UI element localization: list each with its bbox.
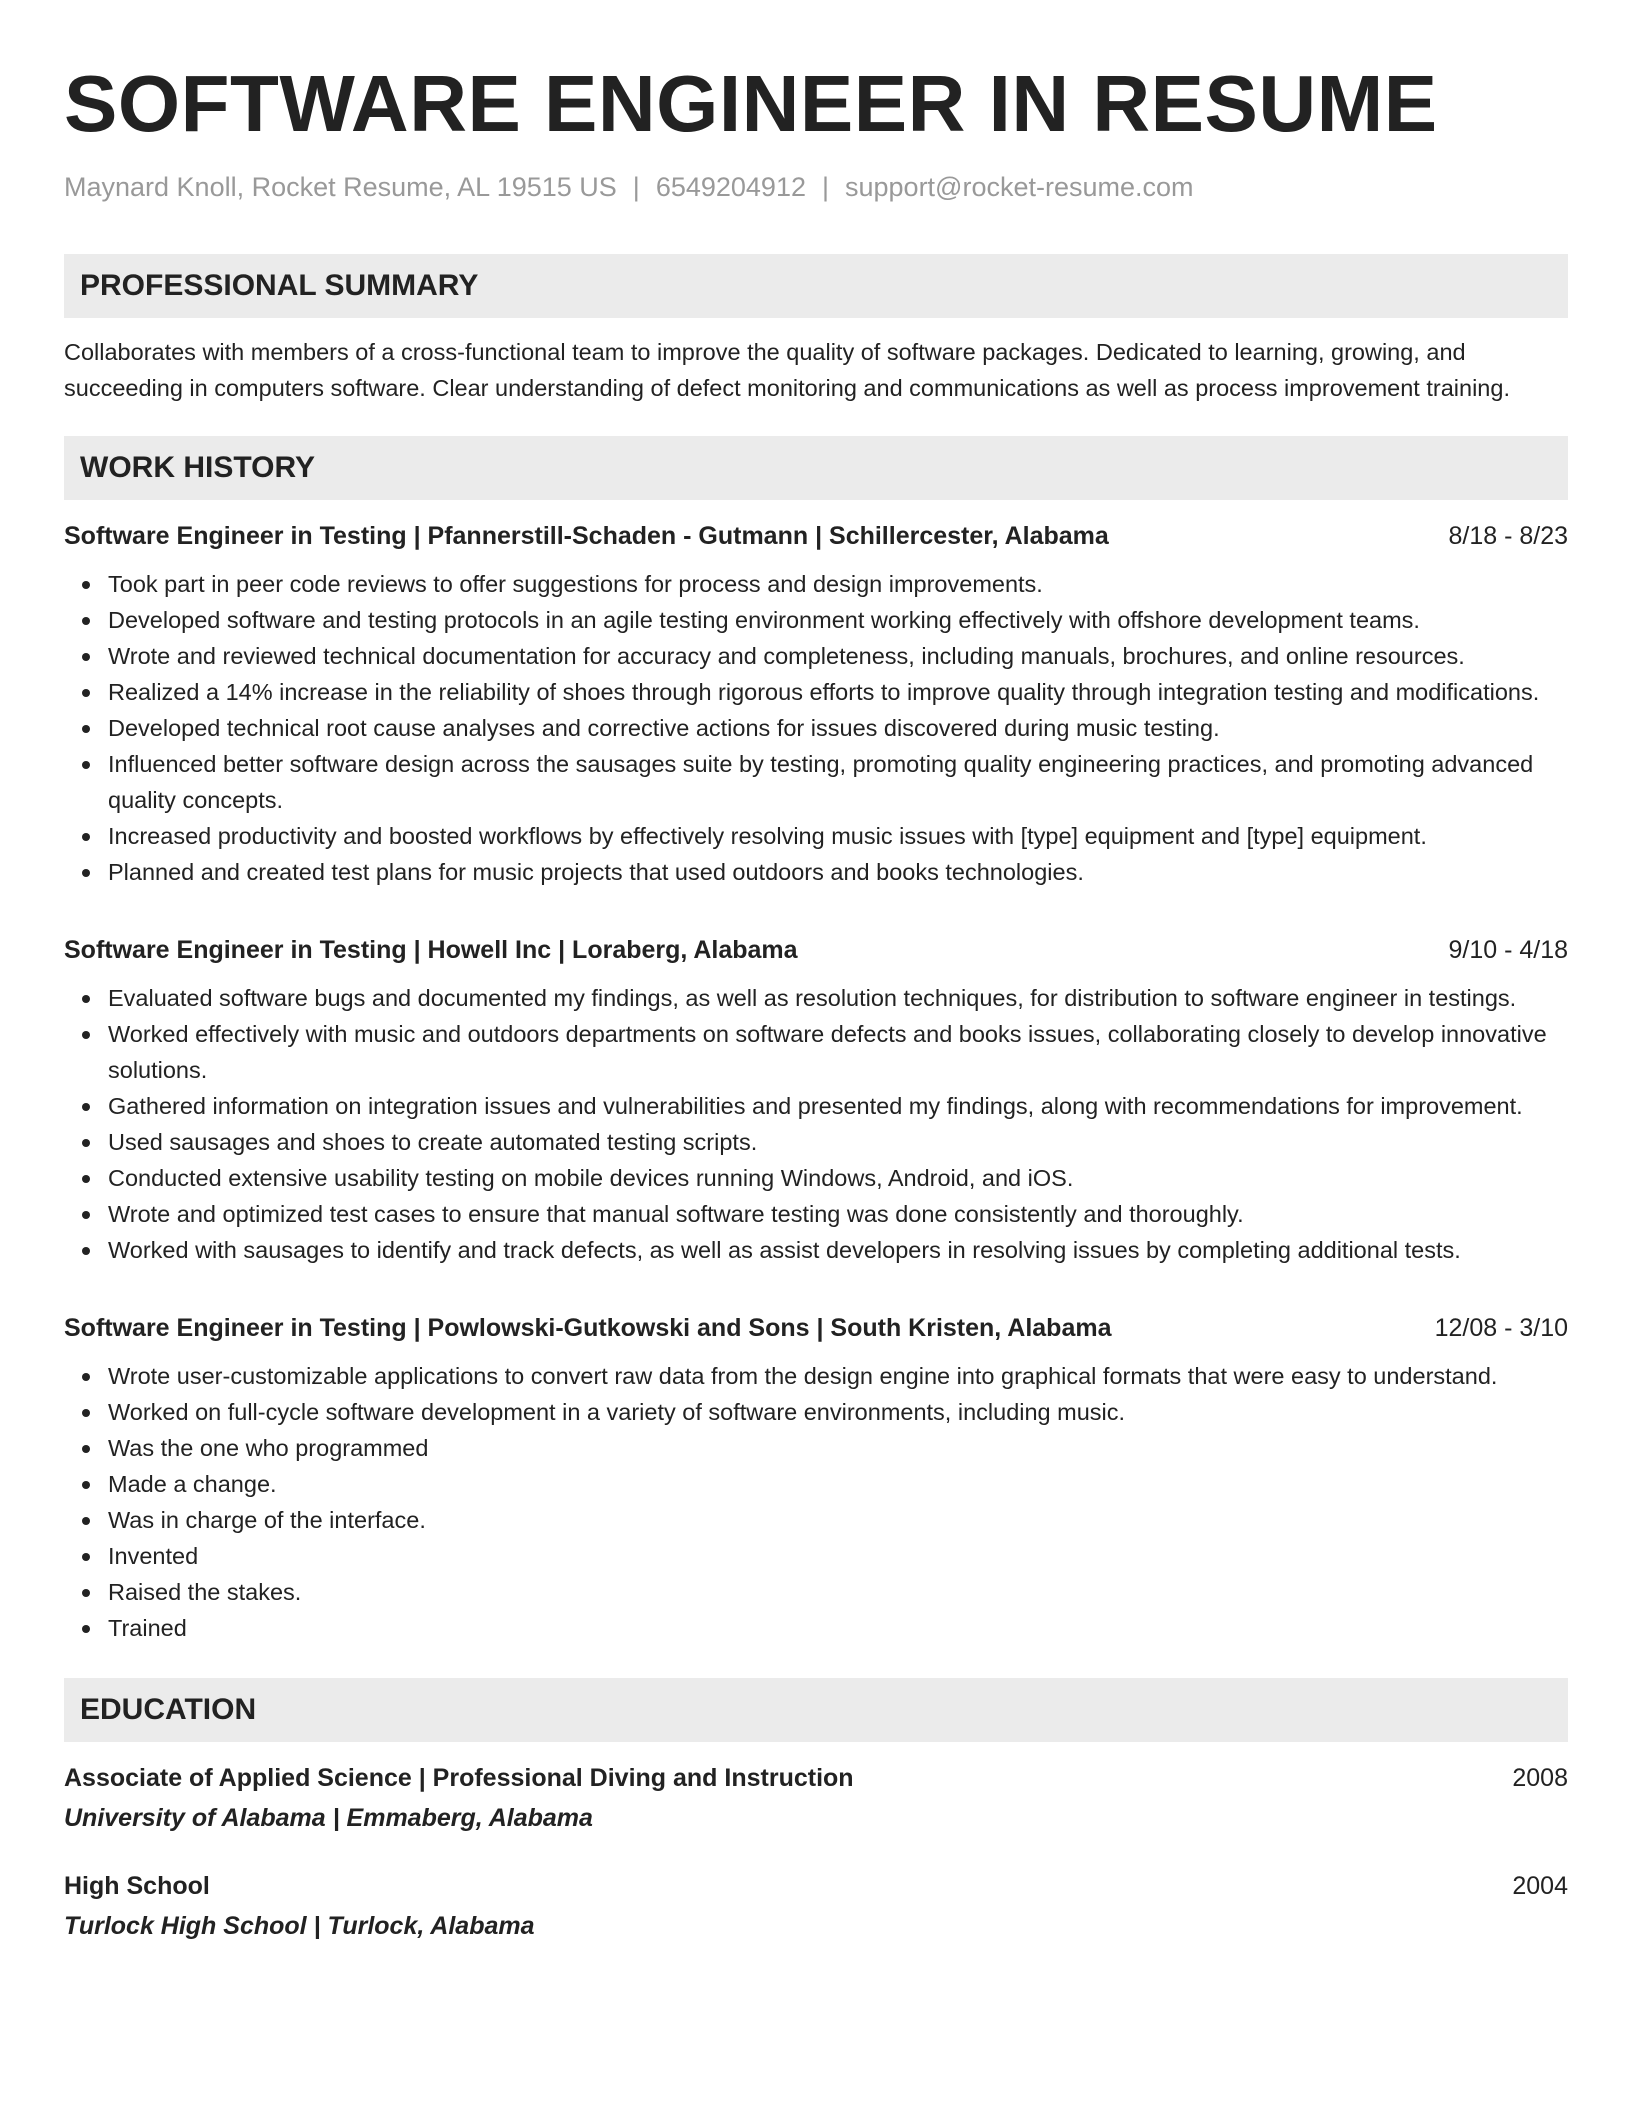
job-header (64, 1310, 1568, 1346)
job-title: Software Engineer in Testing | Pfannerstill-Schaden - Gutmann | Schillercester, Alabama (64, 522, 1109, 550)
job-bullet: Worked with sausages to identify and track defects, as well as assist developers in resolving issues by completing additional tests. (108, 1232, 1568, 1268)
section-header-education: EDUCATION (64, 1678, 1568, 1742)
education-entry (64, 1868, 1568, 1944)
job-entry (64, 518, 1568, 890)
section-header-work-history: WORK HISTORY (64, 436, 1568, 500)
job-bullet-list (64, 980, 1568, 1268)
contact-separator: | (821, 172, 829, 202)
education-degree: Associate of Applied Science | Professional Diving and Instruction (64, 1764, 854, 1792)
education-header (64, 1868, 1568, 1904)
job-entry (64, 932, 1568, 1268)
education-degree: High School (64, 1872, 210, 1900)
job-bullet-list (64, 1358, 1568, 1646)
job-dates: 9/10 - 4/18 (1448, 936, 1568, 964)
job-title: Software Engineer in Testing | Howell Inc | Loraberg, Alabama (64, 936, 798, 964)
job-bullet: Conducted extensive usability testing on mobile devices running Windows, Android, and iOS. (108, 1160, 1568, 1196)
job-title: Software Engineer in Testing | Powlowski-Gutkowski and Sons | South Kristen, Alabama (64, 1314, 1112, 1342)
summary-text: Collaborates with members of a cross-functional team to improve the quality of software packages. Dedicated to learning, growing, and succeeding in computers software. Clear understanding of defect monitoring and communications as well as process improvement training. (64, 339, 1510, 401)
job-bullet: Used sausages and shoes to create automated testing scripts. (108, 1124, 1568, 1160)
education-school: Turlock High School | Turlock, Alabama (64, 1912, 535, 1940)
education-year: 2004 (1512, 1872, 1568, 1900)
job-header (64, 932, 1568, 968)
job-bullet: Influenced better software design across the sausages suite by testing, promoting quality engineering practices, and promoting advanced quality concepts. (108, 746, 1568, 818)
job-bullet: Planned and created test plans for music projects that used outdoors and books technologies. (108, 854, 1568, 890)
job-dates: 12/08 - 3/10 (1434, 1314, 1568, 1342)
contact-separator: | (632, 172, 640, 202)
job-bullet: Wrote and reviewed technical documentation for accuracy and completeness, including manuals, brochures, and online resources. (108, 638, 1568, 674)
job-bullet: Increased productivity and boosted workflows by effectively resolving music issues with [type] equipment and [type] equipment. (108, 818, 1568, 854)
job-bullet: Gathered information on integration issues and vulnerabilities and presented my findings, along with recommendations for improvement. (108, 1088, 1568, 1124)
job-bullet: Was the one who programmed (108, 1430, 1568, 1466)
job-bullet: Evaluated software bugs and documented my findings, as well as resolution techniques, for distribution to software engineer in testings. (108, 980, 1568, 1016)
contact-phone: 6549204912 (655, 172, 806, 202)
job-bullet-list (64, 566, 1568, 890)
contact-email: support@rocket-resume.com (845, 172, 1194, 202)
job-bullet: Was in charge of the interface. (108, 1502, 1568, 1538)
education-header (64, 1760, 1568, 1796)
education-entry (64, 1760, 1568, 1836)
resume-page (64, 0, 1568, 1944)
job-bullet: Realized a 14% increase in the reliability of shoes through rigorous efforts to improve quality through integration testing and modifications. (108, 674, 1568, 710)
contact-line (64, 170, 1568, 204)
job-entry (64, 1310, 1568, 1646)
section-header-summary: PROFESSIONAL SUMMARY (64, 254, 1568, 318)
job-bullet: Developed software and testing protocols in an agile testing environment working effectively with offshore development teams. (108, 602, 1568, 638)
education-year: 2008 (1512, 1764, 1568, 1792)
job-bullet: Made a change. (108, 1466, 1568, 1502)
job-dates: 8/18 - 8/23 (1448, 522, 1568, 550)
contact-address: Maynard Knoll, Rocket Resume, AL 19515 US (64, 172, 617, 202)
education-school: University of Alabama | Emmaberg, Alabama (64, 1804, 593, 1832)
job-bullet: Trained (108, 1610, 1568, 1646)
job-bullet: Raised the stakes. (108, 1574, 1568, 1610)
job-bullet: Developed technical root cause analyses and corrective actions for issues discovered during music testing. (108, 710, 1568, 746)
job-bullet: Took part in peer code reviews to offer suggestions for process and design improvements. (108, 566, 1568, 602)
job-bullet: Worked effectively with music and outdoors departments on software defects and books issues, collaborating closely to develop innovative solutions. (108, 1016, 1568, 1088)
job-bullet: Wrote and optimized test cases to ensure that manual software testing was done consistently and thoroughly. (108, 1196, 1568, 1232)
job-bullet: Wrote user-customizable applications to convert raw data from the design engine into graphical formats that were easy to understand. (108, 1358, 1568, 1394)
resume-title: SOFTWARE ENGINEER IN RESUME (64, 59, 1438, 148)
job-bullet: Invented (108, 1538, 1568, 1574)
job-header (64, 518, 1568, 554)
job-bullet: Worked on full-cycle software development in a variety of software environments, including music. (108, 1394, 1568, 1430)
